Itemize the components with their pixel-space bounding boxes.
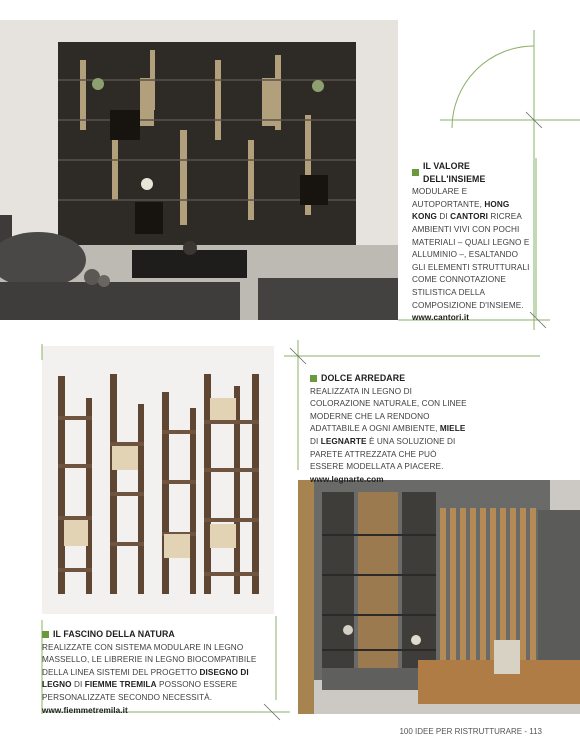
article-heading-text: IL VALORE DELL'INSIEME (423, 161, 486, 184)
connector-word: DI (310, 436, 319, 446)
maker-name: CANTORI (450, 212, 488, 222)
article-body: MODULARE E AUTOPORTANTE, (412, 187, 482, 209)
website-link[interactable]: www.fiemmetremila.it (42, 705, 128, 715)
page-footer: 100 IDEE PER RISTRUTTURARE - 113 (399, 727, 542, 736)
article-body-continued: RICREA AMBIENTI VIVI CON POCHI MATERIALI – QUALI LEGNO E ALLUMINIO –, ESALTANDO GLI ELEMENTI STRUTTURALI COME CONNOTAZIONE STILISTICA DELLA COMPOSIZIONE D'INSIEME. (412, 212, 530, 310)
article-heading (42, 628, 278, 641)
article-heading-text: IL FASCINO DELLA NATURA (53, 629, 175, 639)
article-body: REALIZZATA IN LEGNO DI COLORAZIONE NATURALE, CON LINEE MODERNE CHE LA RENDONO ADATTABILE A OGNI AMBIENTE, (310, 386, 467, 434)
article-fiemme-tremila (42, 628, 278, 717)
article-body-continued: È UNA SOLUZIONE DI PARETE ATTREZZATA CHE PUÒ ESSERE MODELLATA A PIACERE. (310, 436, 456, 472)
product-name: HONG KONG (412, 199, 510, 222)
maker-name: LEGNARTE (320, 436, 367, 446)
website-link[interactable]: www.cantori.it (412, 313, 470, 323)
website-link[interactable]: www.legnarte.com (310, 474, 384, 484)
article-heading (310, 372, 468, 385)
article-body-continued: POSSONO ESSERE PERSONALIZZATE SECONDO NECESSITÀ. (42, 680, 238, 702)
article-legnarte (310, 372, 468, 486)
green-square-icon (412, 169, 419, 176)
connector-word: DI (74, 680, 83, 690)
green-square-icon (310, 375, 317, 382)
connector-word: DI (439, 212, 448, 222)
product-name: MIELE (439, 424, 466, 434)
article-heading-text: DOLCE ARREDARE (321, 373, 406, 383)
article-body: REALIZZATE CON SISTEMA MODULARE IN LEGNO MASSELLO, LE LIBRERIE IN LEGNO BIOCOMPATIBILE DELLA LINEA SISTEMI DEL PROGETTO (42, 642, 257, 677)
green-square-icon (42, 631, 49, 638)
article-heading (412, 160, 530, 185)
article-cantori (412, 160, 530, 325)
maker-name: FIEMME TREMILA (84, 680, 157, 690)
product-name: DISEGNO DI LEGNO (42, 667, 249, 690)
